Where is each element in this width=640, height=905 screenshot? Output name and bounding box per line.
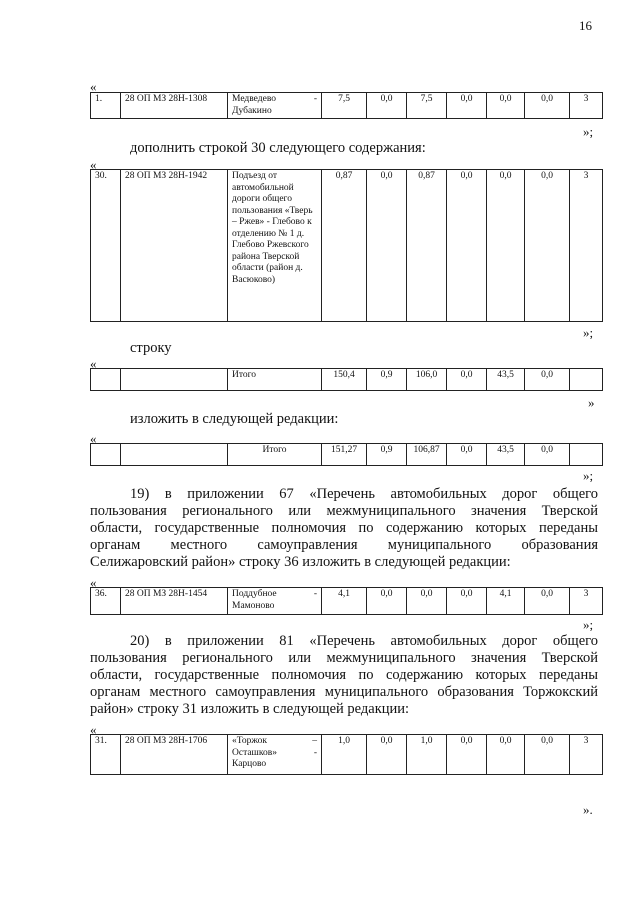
cell-value: 0,0 bbox=[367, 93, 407, 119]
cell-value: 106,0 bbox=[407, 369, 447, 391]
road-name-part: Карцово bbox=[232, 759, 267, 769]
open-quote: « bbox=[90, 157, 97, 172]
table-row-36 bbox=[90, 587, 603, 615]
open-quote: « bbox=[90, 79, 97, 94]
paragraph-line: пользования регионального или межмуниципального значения Тверской bbox=[90, 503, 598, 519]
table-row-1 bbox=[90, 92, 603, 119]
table-row-total-old bbox=[90, 368, 603, 391]
open-quote: « bbox=[90, 356, 97, 371]
open-quote: « bbox=[90, 722, 97, 737]
paragraph-line: области, государственные полномочия по содержанию которых переданы bbox=[90, 667, 598, 683]
cell-value: 43,5 bbox=[487, 369, 525, 391]
cell-category: 3 bbox=[570, 588, 603, 615]
cell-category: 3 bbox=[570, 735, 603, 775]
road-name-part: Медведево bbox=[232, 94, 276, 104]
road-name-dash: - bbox=[313, 94, 317, 104]
cell-value: 4,1 bbox=[322, 588, 367, 615]
road-name-dash: – bbox=[312, 736, 317, 746]
close-quote: ». bbox=[583, 802, 593, 817]
paragraph-19 bbox=[90, 486, 598, 571]
open-quote: « bbox=[90, 431, 97, 446]
cell-category bbox=[570, 444, 603, 466]
cell-number bbox=[91, 369, 121, 391]
cell-value: 43,5 bbox=[487, 444, 525, 466]
cell-number bbox=[91, 444, 121, 466]
cell-value: 1,0 bbox=[322, 735, 367, 775]
cell-value: 0,0 bbox=[525, 588, 570, 615]
road-name-part: Дубакино bbox=[232, 105, 272, 116]
cell-road-name: Подъезд от автомобильной дороги общего пользования «Тверь – Ржев» - Глебово к отделению № 1 д. Глебово Ржевского района Тверской области (район д. Васюково) bbox=[228, 170, 322, 322]
cell-category: 3 bbox=[570, 170, 603, 322]
cell-value: 0,9 bbox=[367, 444, 407, 466]
cell-value: 0,0 bbox=[447, 369, 487, 391]
table-row-30 bbox=[90, 169, 603, 322]
paragraph-line: 19) в приложении 67 «Перечень автомобильных дорог общего bbox=[130, 486, 598, 502]
cell-road-id: 28 ОП МЗ 28Н-1454 bbox=[121, 588, 228, 615]
cell-road-id: 28 ОП МЗ 28Н-1942 bbox=[121, 170, 228, 322]
close-quote: » bbox=[588, 395, 595, 410]
cell-value: 150,4 bbox=[322, 369, 367, 391]
cell-value: 0,0 bbox=[487, 735, 525, 775]
cell-number: 36. bbox=[91, 588, 121, 615]
cell-value: 0,0 bbox=[525, 735, 570, 775]
cell-total-label: Итого bbox=[228, 369, 322, 391]
cell-value: 0,0 bbox=[447, 93, 487, 119]
cell-value: 0,0 bbox=[447, 735, 487, 775]
paragraph-line: области, государственные полномочия по содержанию которых переданы bbox=[90, 520, 598, 536]
close-quote: »; bbox=[583, 124, 594, 139]
road-name-dash: - bbox=[313, 589, 317, 599]
cell-value: 1,0 bbox=[407, 735, 447, 775]
cell-value: 0,0 bbox=[487, 93, 525, 119]
cell-value: 0,0 bbox=[447, 170, 487, 322]
page-number: 16 bbox=[579, 18, 592, 33]
cell-road-name bbox=[228, 735, 322, 775]
close-quote: »; bbox=[583, 617, 594, 632]
cell-value: 0,0 bbox=[525, 93, 570, 119]
table-row-31 bbox=[90, 734, 603, 775]
cell-value: 0,0 bbox=[367, 735, 407, 775]
cell-value: 0,0 bbox=[525, 369, 570, 391]
cell-road-id: 28 ОП МЗ 28Н-1308 bbox=[121, 93, 228, 119]
cell-value: 0,0 bbox=[447, 588, 487, 615]
road-name-dash: - bbox=[313, 747, 317, 758]
cell-value: 0,0 bbox=[525, 170, 570, 322]
table-row-total-new bbox=[90, 443, 603, 466]
cell-number: 30. bbox=[91, 170, 121, 322]
cell-value: 0,0 bbox=[487, 170, 525, 322]
paragraph-20 bbox=[90, 633, 598, 718]
paragraph-line: район» строку 31 изложить в следующей редакции: bbox=[90, 701, 410, 717]
open-quote: « bbox=[90, 575, 97, 590]
close-quote: »; bbox=[583, 325, 594, 340]
cell-total-label: Итого bbox=[228, 444, 322, 466]
instruction-row-word: строку bbox=[130, 340, 172, 356]
cell-value: 0,0 bbox=[525, 444, 570, 466]
cell-road-name bbox=[228, 588, 322, 615]
road-name-part: Осташков» bbox=[232, 747, 277, 758]
cell-value: 7,5 bbox=[407, 93, 447, 119]
cell-category: 3 bbox=[570, 93, 603, 119]
paragraph-line: 20) в приложении 81 «Перечень автомобильных дорог общего bbox=[130, 633, 598, 649]
cell-value: 0,0 bbox=[447, 444, 487, 466]
paragraph-line: органам местного самоуправления муниципального образования bbox=[90, 537, 598, 553]
cell-value: 0,0 bbox=[367, 588, 407, 615]
close-quote: »; bbox=[583, 468, 594, 483]
road-name-part: Поддубное bbox=[232, 589, 277, 599]
cell-road-name bbox=[228, 93, 322, 119]
instruction-set-forth: изложить в следующей редакции: bbox=[130, 411, 339, 427]
road-name-part: «Торжок bbox=[232, 736, 268, 746]
cell-value: 7,5 bbox=[322, 93, 367, 119]
paragraph-line: пользования регионального или межмуниципального значения Тверской bbox=[90, 650, 598, 666]
instruction-add-row: дополнить строкой 30 следующего содержания: bbox=[130, 140, 426, 156]
cell-value: 0,0 bbox=[407, 588, 447, 615]
cell-value: 0,0 bbox=[367, 170, 407, 322]
cell-road-id bbox=[121, 369, 228, 391]
cell-value: 0,87 bbox=[322, 170, 367, 322]
cell-category bbox=[570, 369, 603, 391]
cell-value: 0,87 bbox=[407, 170, 447, 322]
paragraph-line: органам местного самоуправления муниципального образования Торжокский bbox=[90, 684, 598, 700]
paragraph-line: Селижаровский район» строку 36 изложить в следующей редакции: bbox=[90, 554, 511, 570]
cell-value: 151,27 bbox=[322, 444, 367, 466]
cell-road-id: 28 ОП МЗ 28Н-1706 bbox=[121, 735, 228, 775]
road-name-part: Мамоново bbox=[232, 600, 275, 611]
cell-number: 1. bbox=[91, 93, 121, 119]
cell-number: 31. bbox=[91, 735, 121, 775]
cell-value: 106,87 bbox=[407, 444, 447, 466]
cell-road-id bbox=[121, 444, 228, 466]
cell-value: 4,1 bbox=[487, 588, 525, 615]
cell-value: 0,9 bbox=[367, 369, 407, 391]
